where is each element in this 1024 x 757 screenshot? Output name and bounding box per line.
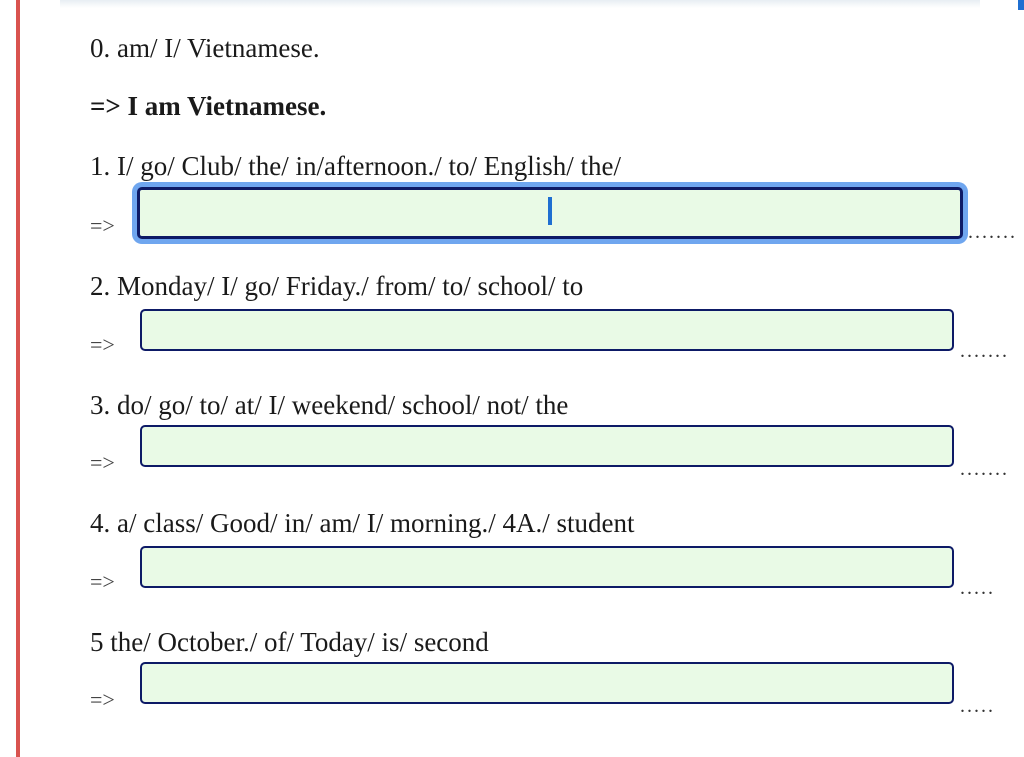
question-3-answer-field[interactable] xyxy=(140,425,954,467)
question-3-trailing-dots: ....... xyxy=(960,458,1009,480)
question-2-answer-field[interactable] xyxy=(140,309,954,351)
top-strip xyxy=(60,0,980,8)
question-4-answer-input[interactable] xyxy=(142,548,952,586)
text-caret xyxy=(548,197,552,225)
question-1-arrow: => xyxy=(90,213,115,238)
question-1-answer-field[interactable] xyxy=(137,187,963,239)
question-5-arrow: => xyxy=(90,687,115,712)
question-4-answer-field[interactable] xyxy=(140,546,954,588)
question-2-trailing-dots: ....... xyxy=(960,340,1009,362)
question-5-prompt: 5 the/ October./ of/ Today/ is/ second xyxy=(90,627,489,657)
margin-rule xyxy=(16,0,20,757)
example-answer: => I am Vietnamese. xyxy=(90,91,327,121)
question-4-trailing-dots: ..... xyxy=(960,577,995,599)
question-5-answer-input[interactable] xyxy=(142,664,952,702)
example-prompt: 0. am/ I/ Vietnamese. xyxy=(90,33,320,63)
question-3-answer-input[interactable] xyxy=(142,427,952,465)
question-4-arrow: => xyxy=(90,569,115,594)
question-2-arrow: => xyxy=(90,332,115,357)
question-2-prompt: 2. Monday/ I/ go/ Friday./ from/ to/ school/ to xyxy=(90,271,584,301)
question-2-answer-input[interactable] xyxy=(142,311,952,349)
scroll-marker xyxy=(1018,0,1024,10)
question-3-arrow: => xyxy=(90,450,115,475)
question-1-trailing-dots: ....... xyxy=(968,221,1017,243)
question-3-prompt: 3. do/ go/ to/ at/ I/ weekend/ school/ not/ the xyxy=(90,390,569,420)
question-4-prompt: 4. a/ class/ Good/ in/ am/ I/ morning./ 4A./ student xyxy=(90,508,635,538)
question-5-trailing-dots: ..... xyxy=(960,695,995,717)
question-5-answer-field[interactable] xyxy=(140,662,954,704)
question-1-prompt: 1. I/ go/ Club/ the/ in/afternoon./ to/ English/ the/ xyxy=(90,151,621,181)
